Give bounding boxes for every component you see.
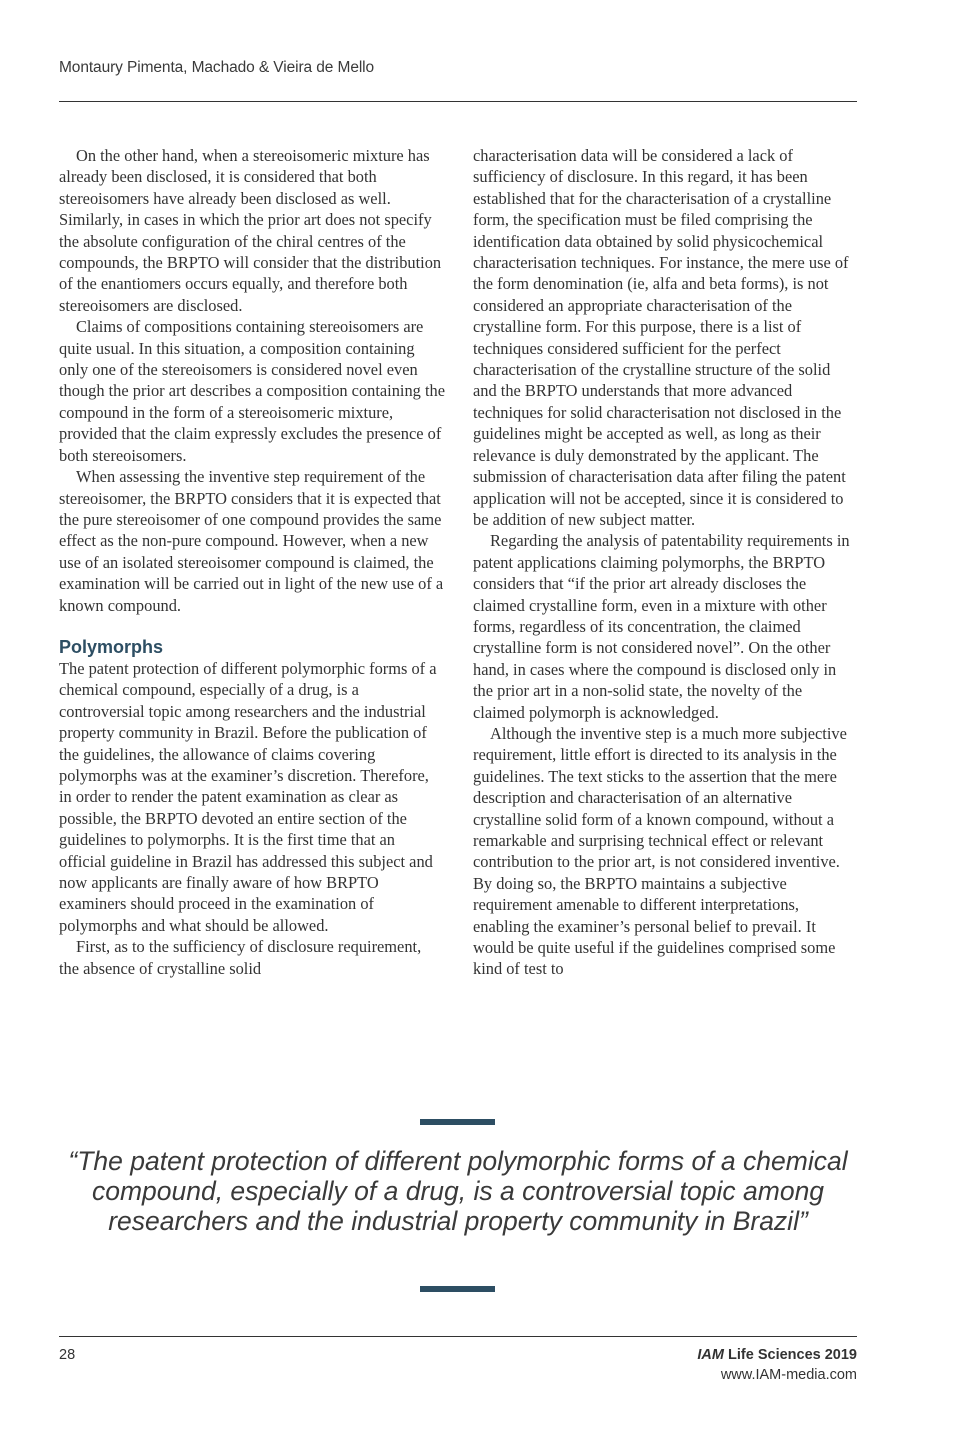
pull-quote: “The patent protection of different polymorphic forms of a chemical compound, especially of a drug, is a controversial topic among researchers and the industrial property community in Brazil” — [68, 1146, 848, 1236]
website-link[interactable]: www.IAM-media.com — [720, 1367, 857, 1383]
publication-info — [697, 1345, 857, 1385]
pull-quote-bar-top — [420, 1119, 495, 1125]
footer-divider — [59, 1336, 857, 1337]
left-column — [59, 145, 445, 979]
paragraph: characterisation data will be considered a lack of sufficiency of disclosure. In this regard, it has been established that for the characterisation of a crystalline form, the specification must be filed comprising the identification data obtained by solid physicochemical characterisation techniques. For instance, the mere use of the form denomination (ie, alfa and beta forms), is not considered an appropriate characterisation of the crystalline form. For this purpose, there is a list of techniques considered sufficient for the perfect characterisation of the crystalline structure of the solid and the BRPTO understands that more advanced techniques for solid characterisation not disclosed in the guidelines might be accepted as well, as long as their relevance is duly demonstrated by the applicant. The submission of characterisation data after filing the patent application will not be accepted, since it is considered to be addition of new subject matter. — [473, 146, 849, 529]
paragraph: When assessing the inventive step requirement of the stereoisomer, the BRPTO considers that it is expected that the pure stereoisomer of one compound provides the same effect as the non-pure compound. However, when a new use of an isolated stereoisomer compound is claimed, the examination will be carried out in light of the new use of a known compound. — [59, 467, 444, 615]
paragraph: Claims of compositions containing stereoisomers are quite usual. In this situation, a composition containing only one of the stereoisomers is considered novel even though the prior art describes a composition containing the compound in the form of a stereoisomeric mixture, provided that the claim expressly excludes the presence of both stereoisomers. — [59, 317, 445, 465]
header-divider — [59, 101, 857, 102]
pull-quote-bar-bottom — [420, 1286, 495, 1292]
paragraph: On the other hand, when a stereoisomeric mixture has already been disclosed, it is considered that both stereoisomers have already been disclosed as well. Similarly, in cases in which the prior art does not specify the absolute configuration of the chiral centres of the compounds, the BRPTO will consider that the distribution of the enantiomers occurs equally, and therefore both stereoisomers are disclosed. — [59, 146, 442, 315]
paragraph: Regarding the analysis of patentability requirements in patent applications claiming polymorphs, the BRPTO considers that “if the prior art already discloses the claimed crystalline form, even in a mixture with other forms, regardless of its concentration, the claimed crystalline form is not considered novel”. On the other hand, in cases where the compound is disclosed only in the prior art in a non-solid state, the novelty of the claimed polymorph is acknowledged. — [473, 531, 850, 722]
publication-brand: IAM — [697, 1347, 724, 1363]
paragraph: First, as to the sufficiency of disclosure requirement, the absence of crystalline solid — [59, 937, 422, 978]
publication-edition: Life Sciences 2019 — [724, 1347, 857, 1363]
paragraph: The patent protection of different polymorphic forms of a chemical compound, especially of a drug, is a controversial topic among researchers and the industrial property community in Brazil. Before the publication of the guidelines, the allowance of claims covering polymorphs was at the examiner’s discretion. Therefore, in order to render the patent examination as clear as possible, the BRPTO devoted an entire section of the guidelines to polymorphs. It is the first time that an official guideline in Brazil has addressed this subject and now applicants are finally aware of how BRPTO examiners should proceed in the examination of polymorphs and what should be allowed. — [59, 658, 437, 935]
right-column — [473, 145, 857, 980]
publication-title — [697, 1345, 857, 1365]
page-number: 28 — [59, 1347, 76, 1363]
section-heading: Polymorphs — [59, 636, 164, 657]
running-header: Montaury Pimenta, Machado & Vieira de Mello — [59, 59, 375, 76]
paragraph: Although the inventive step is a much more subjective requirement, little effort is directed to its analysis in the guidelines. The text sticks to the assertion that the mere description and characterisation of an alternative crystalline solid form of a known compound, without a remarkable and surprising technical effect or relevant contribution to the prior art, is not considered inventive. By doing so, the BRPTO maintains a subjective requirement amenable to different interpretations, enabling the examiner’s personal belief to prevail. It would be quite useful if the guidelines comprised some kind of test to — [473, 723, 847, 979]
